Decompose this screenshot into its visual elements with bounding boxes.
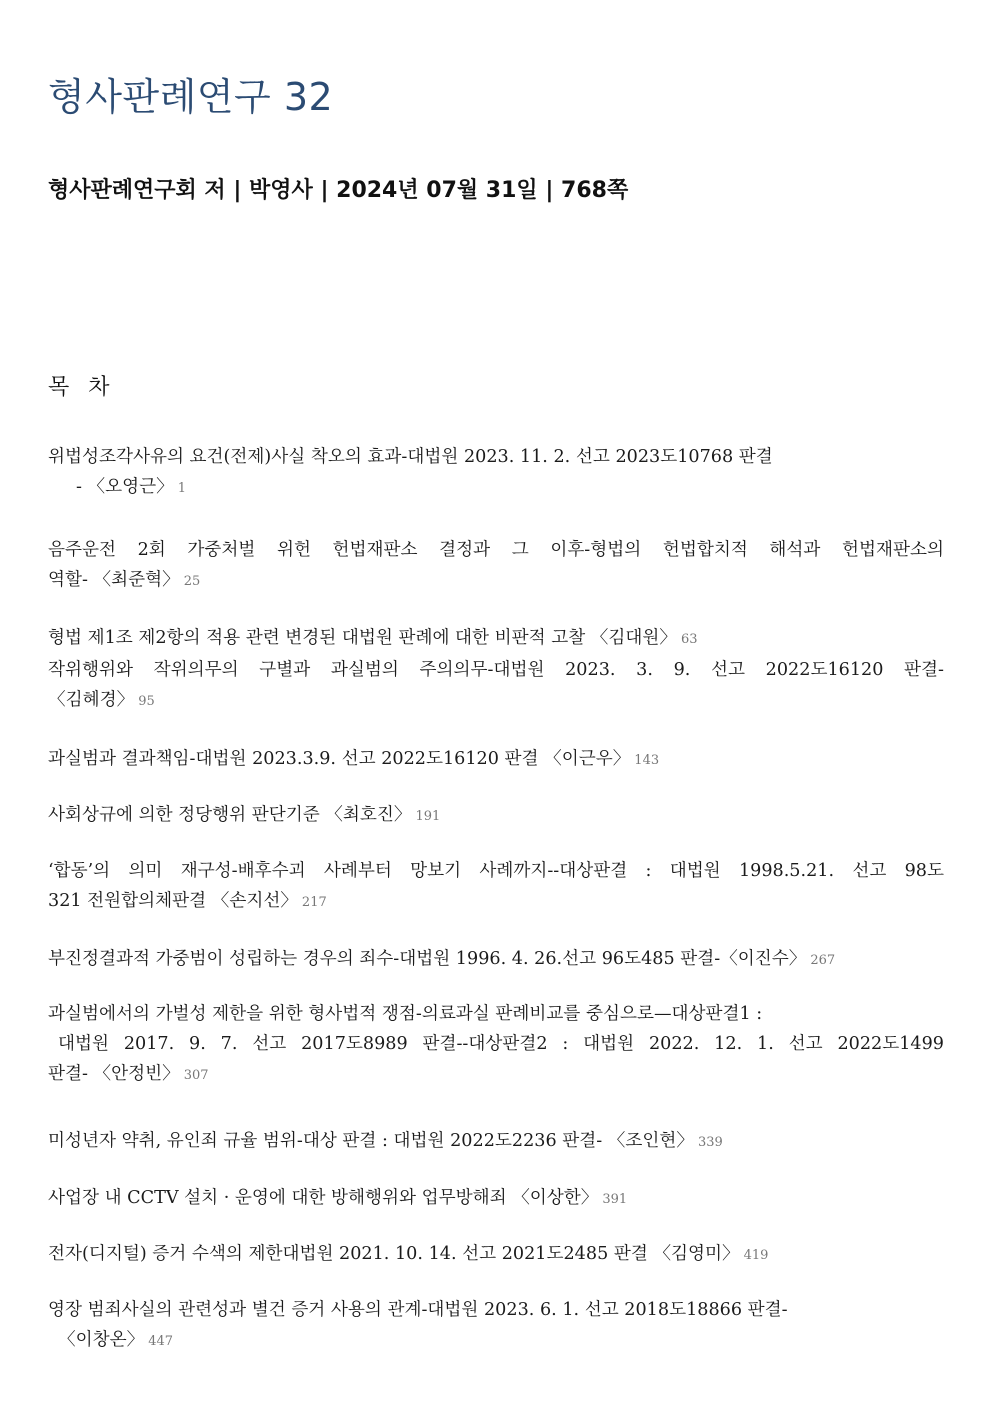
toc-entry (48, 999, 944, 1091)
toc-entry-line: 전자(디지털) 증거 수색의 제한대법원 2021. 10. 14. 선고 2021도2485 판결 〈김영미〉 (48, 1244, 740, 1264)
page-number: 25 (183, 574, 201, 589)
toc-entry-line: 321 전원합의체판결 〈손지선〉 (48, 891, 298, 911)
toc-entry (48, 655, 944, 717)
toc-entry (48, 1295, 944, 1357)
toc-entry-line: 사회상규에 의한 정당행위 판단기준 〈최호진〉 (48, 805, 412, 825)
toc-entry-line: 형법 제1조 제2항의 적용 관련 변경된 대법원 판례에 대한 비판적 고찰 〈김대원〉 (48, 628, 677, 648)
book-title: 형사판례연구 32 (48, 75, 334, 119)
toc-entry (48, 744, 944, 776)
toc-entry-line: 부진정결과적 가중범이 성립하는 경우의 죄수-대법원 1996. 4. 26.선고 96도485 판결-〈이진수〉 (48, 949, 807, 969)
toc-entry (48, 856, 944, 918)
toc-entry-line: 〈이창온〉 (58, 1330, 145, 1350)
toc-entry (48, 442, 944, 504)
toc-entry-line: 음주운전 2회 가중처벌 위헌 헌법재판소 결정과 그 이후-형법의 헌법합치적 해석과 헌법재판소의 (48, 540, 944, 560)
toc-entry-line: - 〈오영근〉 (76, 477, 174, 497)
toc-entry-line: 작위행위와 작위의무의 구별과 과실범의 주의의무-대법원 2023. 3. 9. 선고 2022도16120 판결- (48, 660, 944, 680)
toc-entry (48, 1126, 944, 1158)
page-number: 1 (177, 481, 186, 496)
toc-entry-line: 역할- 〈최준혁〉 (48, 570, 180, 590)
toc-entry-line: 위법성조각사유의 요건(전제)사실 착오의 효과-대법원 2023. 11. 2. 선고 2023도10768 판결 (48, 447, 773, 467)
toc-entry-line: 과실범에서의 가벌성 제한을 위한 형사법적 쟁점-의료과실 판례비교를 중심으로—대상판결1 : (48, 1004, 763, 1024)
page-number: 391 (602, 1192, 628, 1207)
page-number: 307 (183, 1068, 209, 1083)
toc-entry (48, 1239, 944, 1271)
page-number: 419 (743, 1248, 769, 1263)
toc-entry (48, 944, 944, 976)
toc-entry (48, 1183, 944, 1215)
book-metadata: 형사판례연구회 저 | 박영사 | 2024년 07월 31일 | 768쪽 (48, 178, 629, 203)
toc-heading: 목 차 (48, 375, 116, 400)
toc-entry (48, 535, 944, 597)
toc-entry-line: 대법원 2017. 9. 7. 선고 2017도8989 판결--대상판결2 : 대법원 2022. 12. 1. 선고 2022도1499 (58, 1034, 944, 1054)
page-number: 191 (415, 809, 441, 824)
toc-entry-line: 미성년자 약취, 유인죄 규율 범위-대상 판결 : 대법원 2022도2236 판결- 〈조인현〉 (48, 1131, 694, 1151)
page-number: 95 (138, 694, 155, 709)
toc-entry-line: ‘합동’의 의미 재구성-배후수괴 사례부터 망보기 사례까지--대상판결 : 대법원 1998.5.21. 선고 98도 (48, 861, 944, 881)
toc-entry-line: 영장 범죄사실의 관련성과 별건 증거 사용의 관계-대법원 2023. 6. 1. 선고 2018도18866 판결- (48, 1300, 788, 1320)
toc-entry-line: 사업장 내 CCTV 설치 · 운영에 대한 방해행위와 업무방해죄 〈이상한〉 (48, 1188, 599, 1208)
page-number: 447 (148, 1334, 174, 1349)
toc-entry (48, 800, 944, 832)
toc-entry-line: 과실범과 결과책임-대법원 2023.3.9. 선고 2022도16120 판결 〈이근우〉 (48, 749, 631, 769)
page-number: 339 (697, 1135, 723, 1150)
page-number: 217 (301, 895, 327, 910)
page-number: 267 (810, 953, 836, 968)
toc-entry (48, 623, 944, 655)
page-number: 63 (680, 632, 698, 647)
page-number: 143 (634, 753, 660, 768)
toc-entry-line: 〈김혜경〉 (48, 690, 135, 710)
toc-entry-line: 판결- 〈안정빈〉 (48, 1064, 180, 1084)
